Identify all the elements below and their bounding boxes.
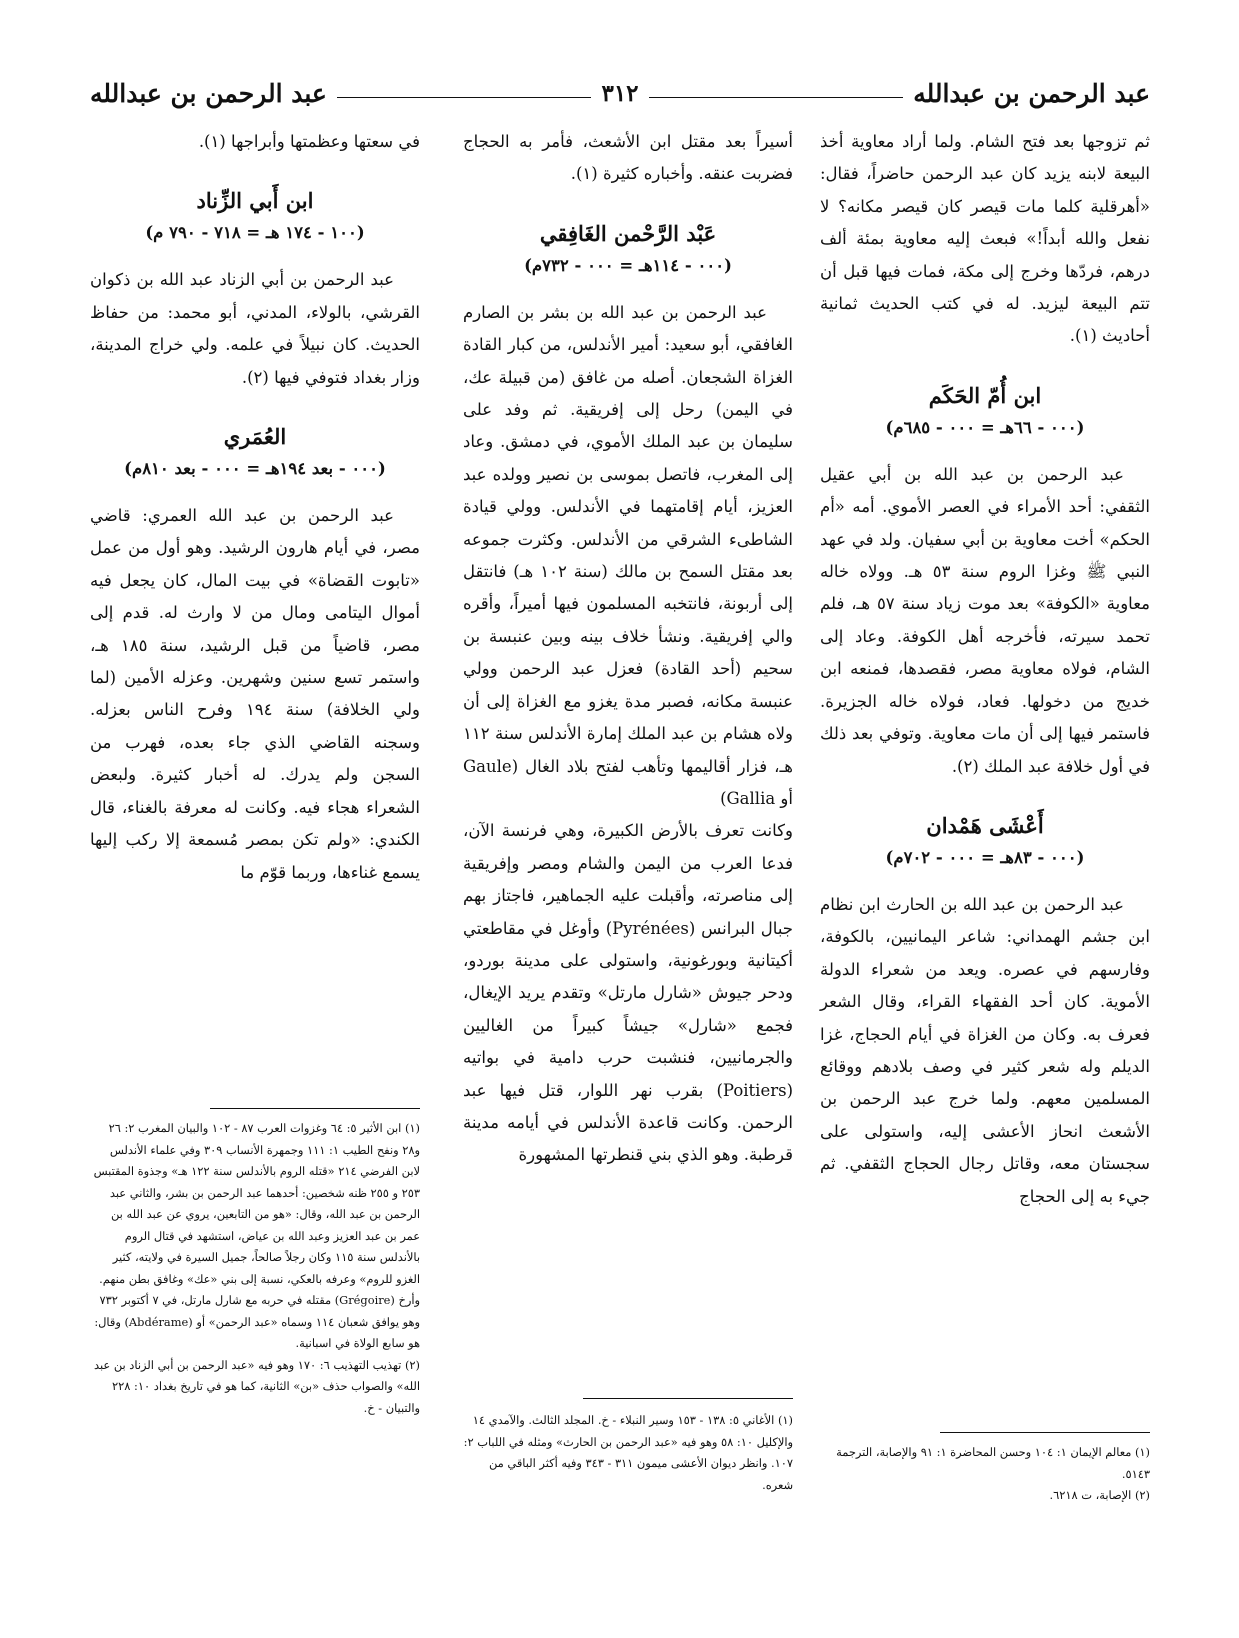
entry-dates: (٠٠٠ - ٦٦هـ = ٠٠٠ - ٦٨٥م) — [885, 417, 1085, 437]
entry-title: العُمَري — [223, 424, 287, 450]
column-right — [820, 126, 1150, 1213]
running-title-left: عبد الرحمن بن عبدالله — [90, 78, 327, 108]
footnote: (٢) الإصابة، ت ٦٢١٨. — [1049, 1488, 1150, 1502]
footnote: (١) ابن الأثير ٥: ٦٤ وغزوات العرب ٨٧ - ١٠٢ والبيان المغرب ٢: ٢٦ و٢٨ ونفح الطيب ١: ١١١ وجمهرة الأنساب ٣٠٩ وفي علماء الأندلس لابن الفرضي ٢١٤ «قتله الروم بالأندلس سنة ١٢٢ هـ» وجذوة المقتبس ٢٥٣ و ٢٥٥ ظنه شخصين: أحدهما عبد الرحمن بن بشر، والثاني عبد الرحمن بن عبد الله، وقال: «هو من التابعين، يروي عن عبد الله بن عمر بن عبد العزيز وعبد الله بن عياض، استشهد في قتال الروم بالأندلس سنة ١١٥ وكان رجلاً صالحاً، جميل السيرة في ولايته، كثير الغزو للروم» وعرفه بالعكي، نسبة إلى بني «عك» وغافق بطن منهم. وأرخ (Grégoire) مقتله في حربه مع شارل مارتل، في ٧ أكتوبر ٧٣٢ وهو يوافق شعبان ١١٤ وسماه «عبد الرحمن» أو (Abdérame) وقال: هو سابع الولاة في اسبانية. — [93, 1121, 420, 1350]
page-number: ٣١٢ — [601, 79, 639, 107]
header-rule — [649, 97, 904, 98]
entry-body: عبد الرحمن بن أبي الزناد عبد الله بن ذكوان القرشي، بالولاء، المدني، أبو محمد: من حفاظ الحديث. كان نبيلاً في علمه. ولي خراج المدينة، وزار بغداد فتوفي فيها (٢). — [90, 270, 420, 387]
column-middle — [463, 126, 793, 1172]
footnote: (١) معالم الإيمان ١: ١٠٤ وحسن المحاضرة ١: ٩١ والإصابة، الترجمة ٥١٤٣. — [836, 1445, 1150, 1481]
entry-dates: (٠٠٠ - بعد ١٩٤هـ = ٠٠٠ - بعد ٨١٠م) — [124, 459, 386, 479]
page-header — [90, 68, 1150, 118]
footnote: (٢) تهذيب التهذيب ٦: ١٧٠ وهو فيه «عبد الرحمن بن أبي الزناد بن عبد الله» والصواب حذف «بن» الثانية، كما هو في تاريخ بغداد ١٠: ٢٢٨ والتبيان - خ. — [94, 1357, 420, 1415]
entry-body: عبد الرحمن بن عبد الله العمري: قاضي مصر، في أيام هارون الرشيد. وهو أول من عمل «تابوت القضاة» في بيت المال، كان يجعل فيه أموال اليتامى ومال من لا وارث له. قدم إلى مصر، قاضياً من قبل الرشيد، سنة ١٨٥ هـ، واستمر تسع سنين وشهرين. وعزله الأمين (لما ولي الخلافة) سنة ١٩٤ وفرح الناس بعزله. وسجنه القاضي الذي جاء بعده، فهرب من السجن ولم يدرك. له أخبار كثيرة. ولبعض الشعراء هجاء فيه. وكانت له معرفة بالغناء، قال الكندي: «ولم تكن بمصر مُسمعة إلا ركب إليها يسمع غناءها، وربما قوّم ما — [90, 506, 420, 882]
header-rule — [337, 97, 592, 98]
entry-body: عبد الرحمن بن عبد الله بن بشر بن الصارم الغافقي، أبو سعيد: أمير الأندلس، من كبار القادة الغزاة الشجعان. أصله من غافق (من قبيلة عك، في اليمن) رحل إلى إفريقية. ثم وفد على سليمان بن عبد الملك الأموي، في دمشق. وعاد إلى المغرب، فاتصل بموسى بن نصير وولده عبد العزيز، أيام إقامتهما في الأندلس. وولي قيادة الشاطىء الشرقي من الأندلس. وكثرت جموعه بعد مقتل السمح بن مالك (سنة ١٠٢ هـ) فانتقل إلى أربونة، فانتخبه المسلمون فيها أميراً، وأقره والي إفريقية. ونشأ خلاف بينه وبين عنبسة بن سحيم (أحد القادة) فعزل عبد الرحمن وولي عنبسة مكانه، فصبر مدة يغزو مع الغزاة إلى أن ولاه هشام بن عبد الملك إمارة الأندلس سنة ١١٢ هـ، فزار أقاليمها وتأهب لفتح بلاد الغال (Gaule أو Gallia) — [463, 302, 793, 808]
continued-text: أسيراً بعد مقتل ابن الأشعث، فأمر به الحجاج فضربت عنقه. وأخباره كثيرة (١). — [463, 132, 793, 184]
entry-body: عبد الرحمن بن عبد الله بن أبي عقيل الثقفي: أحد الأمراء في العصر الأموي. أمه «أم الحكم» أخت معاوية بن أبي سفيان. ولد في عهد النبي ﷺ وغزا الروم سنة ٥٣ هـ. وولاه خاله معاوية «الكوفة» بعد موت زياد سنة ٥٧ هـ، فلم تحمد سيرته، فأخرجه أهل الكوفة. وعاد إلى الشام، فولاه معاوية مصر، فقصدها، فمنعه ابن خديج من دخولها. فعاد، فولاه خاله الجزيرة. فاستمر فيها إلى أن مات معاوية. وتوفي بعد ذلك في أول خلافة عبد الملك (٢). — [820, 464, 1150, 776]
entry-title: ابن أَبي الزِّناد — [196, 188, 314, 214]
footnotes-left — [90, 1118, 420, 1419]
footnote-rule — [583, 1398, 793, 1399]
continued-text: في سعتها وعظمتها وأبراجها (١). — [198, 132, 420, 151]
footnotes-middle — [463, 1410, 793, 1496]
continued-text: ثم تزوجها بعد فتح الشام. ولما أراد معاوية أخذ البيعة لابنه يزيد كان عبد الرحمن حاضراً، فقال: «أهرقلية كلما مات قيصر كان قيصر مكانه؟ لا نفعل والله أبداً!» فبعث إليه معاوية بمئة ألف درهم، فردّها وخرج إلى مكة، فمات فيها قبل أن تتم البيعة ليزيد. له في كتب الحديث ثمانية أحاديث (١). — [820, 132, 1150, 346]
column-left — [90, 126, 420, 889]
entry-title: ابن أُمّ الحَكَم — [928, 382, 1042, 408]
entry-title: عَبْد الرَّحْمن الغَافِقي — [539, 220, 717, 246]
entry-dates: (١٠٠ - ١٧٤ هـ = ٧١٨ - ٧٩٠ م) — [145, 223, 365, 243]
footnote: (١) الأغاني ٥: ١٣٨ - ١٥٣ وسير النبلاء - خ. المجلد الثالث. والآمدي ١٤ والإكليل ١٠: ٥٨ وهو فيه «عبد الرحمن بن الحارث» ومثله في اللباب ٢: ١٠٧. وانظر ديوان الأعشى ميمون ٣١١ - ٣٤٣ وفيه أكثر الباقي من شعره. — [463, 1413, 793, 1492]
footnote-rule — [940, 1432, 1150, 1433]
entry-body: عبد الرحمن بن عبد الله بن الحارث ابن نظام ابن جشم الهمداني: شاعر اليمانيين، بالكوفة، وفارسهم في عصره. ويعد من شعراء الدولة الأموية. كان أحد الفقهاء القراء، وقال الشعر فعرف به. وكان من الغزاة في أيام الحجاج، غزا الديلم وله شعر كثير في وصف بلادهم ووقائع المسلمين معهم. ولما خرج عبد الرحمن بن الأشعث انحاز الأعشى إليه، واستولى على سجستان معه، وقاتل رجال الحجاج الثقفي. ثم جيء به إلى الحجاج — [820, 894, 1150, 1206]
entry-dates: (٠٠٠ - ٨٣هـ = ٠٠٠ - ٧٠٢م) — [885, 847, 1085, 867]
entry-title: أَعْشَى هَمْدان — [926, 812, 1044, 838]
entry-dates: (٠٠٠ - ١١٤هـ = ٠٠٠ - ٧٣٢م) — [524, 255, 732, 275]
entry-body-continued: وكانت تعرف بالأرض الكبيرة، وهي فرنسة الآن، فدعا العرب من اليمن والشام ومصر وإفريقية إلى مناصرته، وأقبلت عليه الجماهير، فاجتاز بهم جبال البرانس (Pyrénées) وأوغل في مقاطعتي أكيتانية وبورغونية، واستولى على مدينة بوردو، ودحر جيوش «شارل مارتل» وتقدم يريد الإيغال، فجمع «شارل» جيشاً كبيراً من الغاليين والجرمانيين، فنشبت حرب دامية في بواتيه (Poitiers) بقرب نهر اللوار، قتل فيها عبد الرحمن. وكانت قاعدة الأندلس في أيامه مدينة قرطبة. وهو الذي بني قنطرتها المشهورة — [463, 821, 793, 1165]
footnote-rule — [210, 1108, 420, 1109]
footnotes-right — [820, 1442, 1150, 1507]
running-title-right: عبد الرحمن بن عبدالله — [913, 78, 1150, 108]
